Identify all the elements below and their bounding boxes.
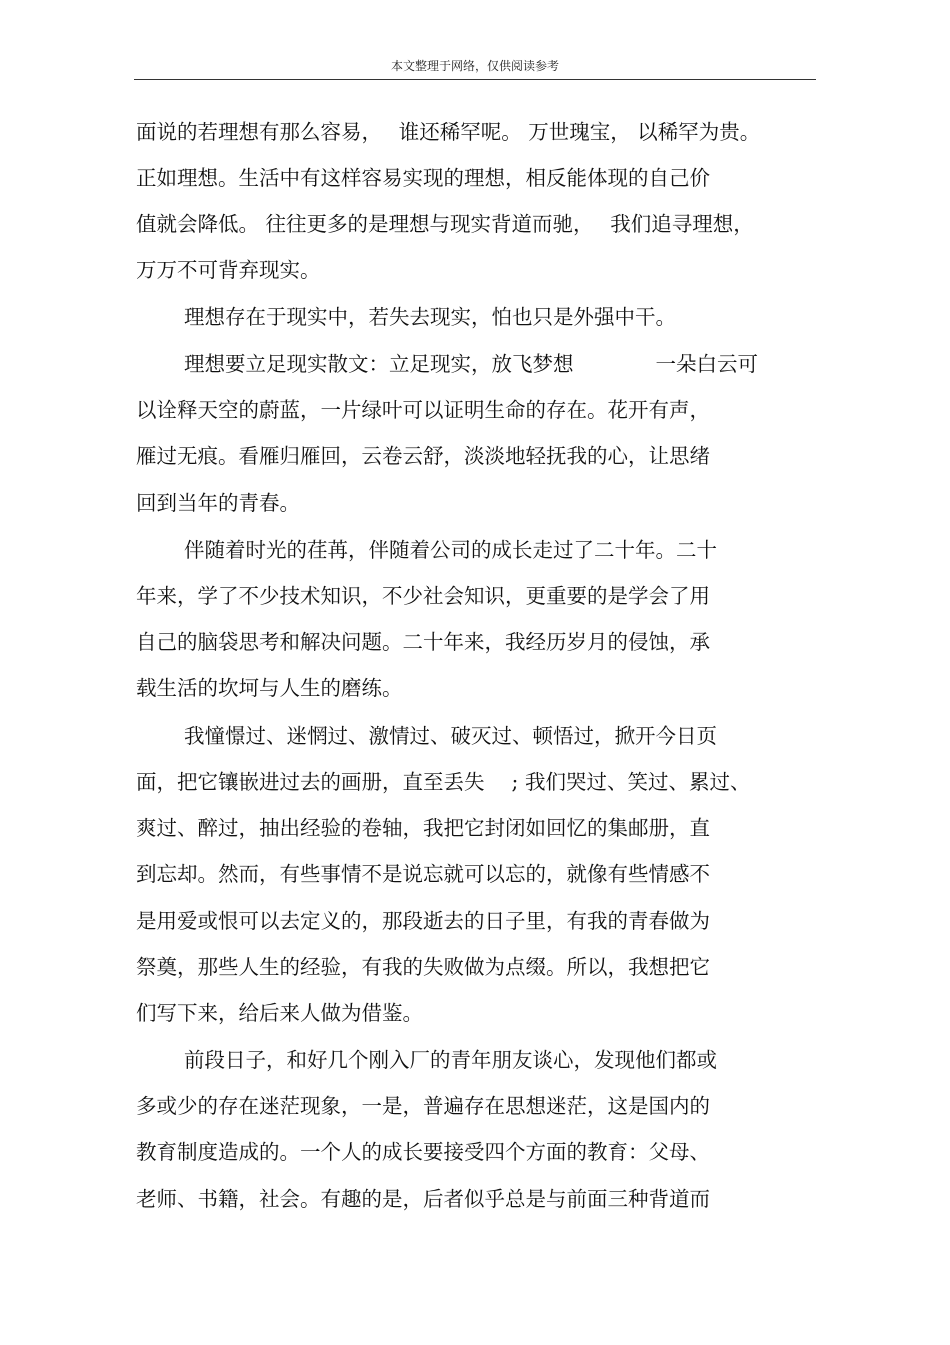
paragraph-first-line: 伴随着时光的荏苒，伴随着公司的成长走过了二十年。二十 <box>184 538 717 562</box>
text-line: 万万不可背弃现实。 <box>136 258 321 282</box>
text-line: 正如理想。生活中有这样容易实现的理想，相反能体现的自己价 <box>136 166 710 190</box>
text-line: 面说的若理想有那么容易， 谁还稀罕呢。 万世瑰宝， 以稀罕为贵。 <box>136 120 761 144</box>
text-line: 老师、书籍，社会。有趣的是，后者似乎总是与前面三种背道而 <box>136 1187 710 1211</box>
header-divider <box>134 79 816 80</box>
text-line: 以诠释天空的蔚蓝，一片绿叶可以证明生命的存在。花开有声， <box>136 398 710 422</box>
text-line: 多或少的存在迷茫现象，一是，普遍存在思想迷茫，这是国内的 <box>136 1094 710 1118</box>
page-header: 本文整理于网络，仅供阅读参考 <box>390 59 559 73</box>
text-line: 回到当年的青春。 <box>136 491 300 515</box>
text-line: 载生活的坎坷与人生的磨练。 <box>136 676 403 700</box>
text-line: 自己的脑袋思考和解决问题。二十年来，我经历岁月的侵蚀，承 <box>136 630 710 654</box>
text-line: 年来，学了不少技术知识，不少社会知识，更重要的是学会了用 <box>136 584 710 608</box>
text-line: 爽过、醉过，抽出经验的卷轴，我把它封闭如回忆的集邮册，直 <box>136 816 710 840</box>
paragraph-first-line: 我憧憬过、迷惘过、激情过、破灭过、顿悟过，掀开今日页 <box>184 724 717 748</box>
paragraph-first-line: 前段日子，和好几个刚入厂的青年朋友谈心，发现他们都或 <box>184 1048 717 1072</box>
text-line: 们写下来，给后来人做为借鉴。 <box>136 1001 423 1025</box>
text-line: 面，把它镶嵌进过去的画册，直至丢失 ; 我们哭过、笑过、累过、 <box>136 770 751 794</box>
text-line: 是用爱或恨可以去定义的，那段逝去的日子里，有我的青春做为 <box>136 909 710 933</box>
text-line: 祭奠，那些人生的经验，有我的失败做为点缀。所以，我想把它 <box>136 955 710 979</box>
paragraph-first-line: 理想要立足现实散文：立足现实，放飞梦想 一朵白云可 <box>184 352 758 376</box>
text-line: 雁过无痕。看雁归雁回，云卷云舒，淡淡地轻抚我的心，让思绪 <box>136 444 710 468</box>
text-line: 到忘却。然而，有些事情不是说忘就可以忘的，就像有些情感不 <box>136 862 710 886</box>
paragraph-first-line: 理想存在于现实中，若失去现实，怕也只是外强中干。 <box>184 305 676 329</box>
text-line: 教育制度造成的。一个人的成长要接受四个方面的教育：父母、 <box>136 1140 710 1164</box>
text-line: 值就会降低。 往往更多的是理想与现实背道而驰， 我们追寻理想， <box>136 212 754 236</box>
